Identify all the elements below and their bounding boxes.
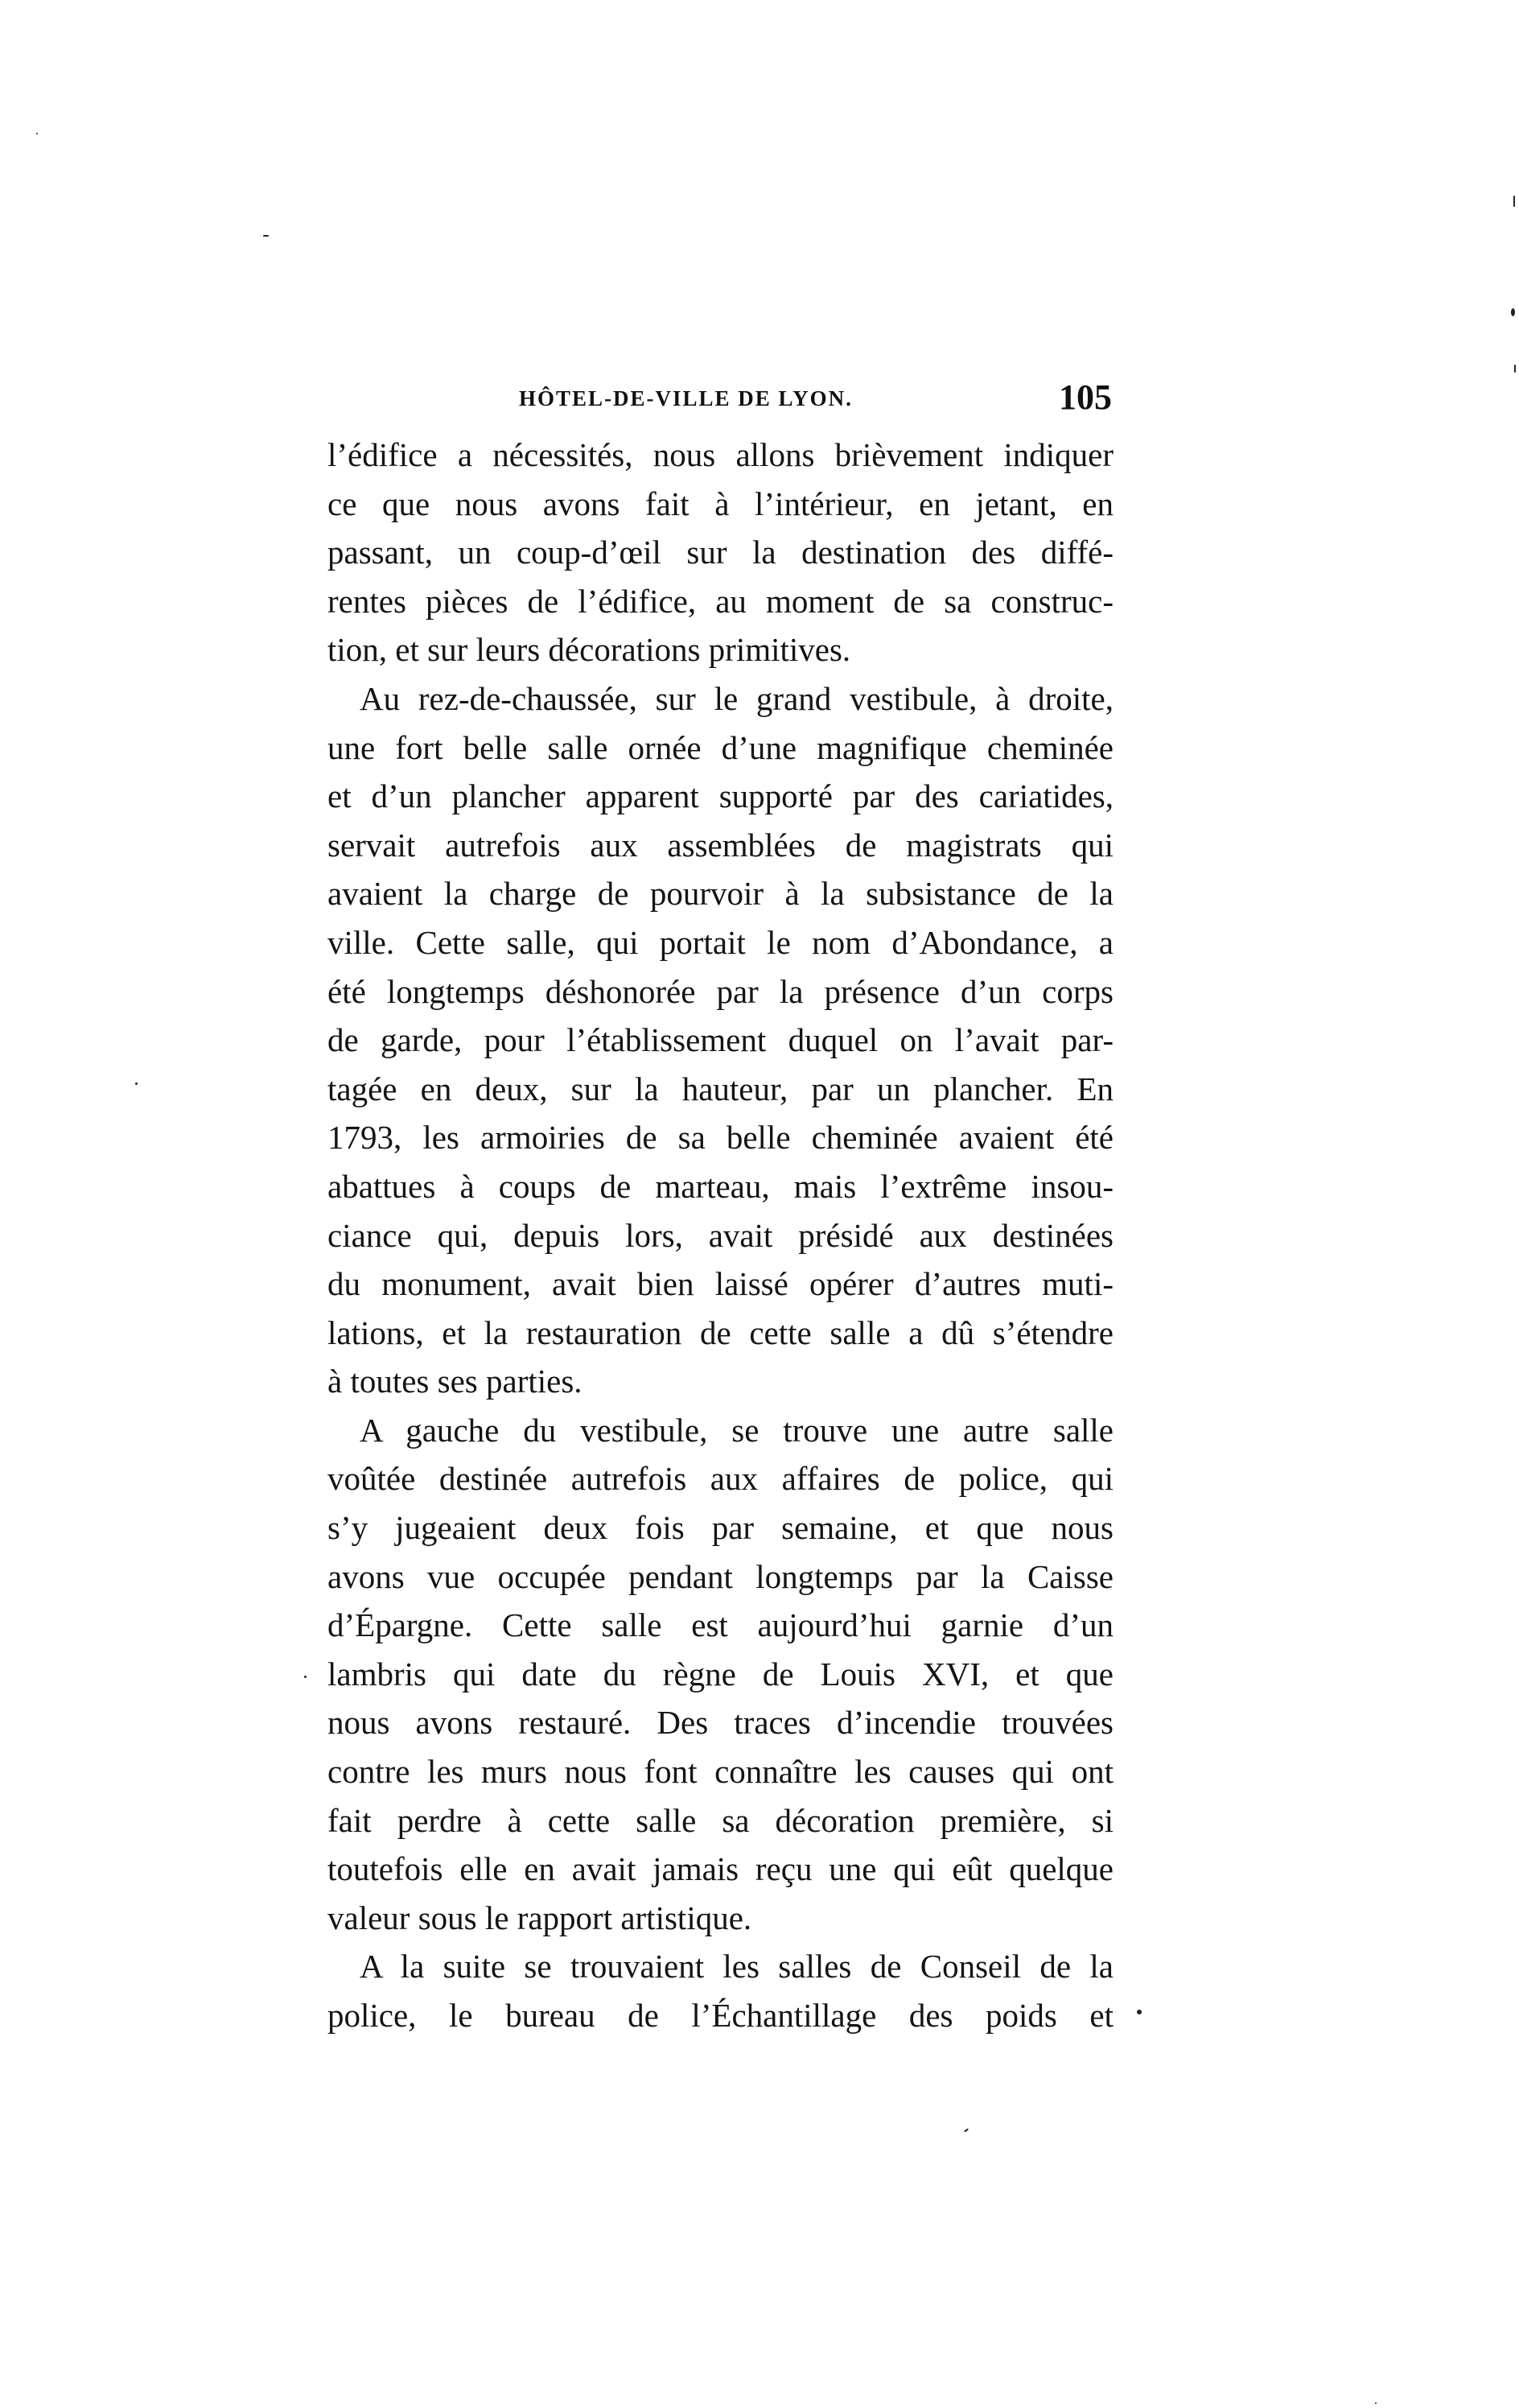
scan-speck [964,2128,969,2132]
text-line: ce que nous avons fait à l’intérieur, en jetant, en [327,484,1114,522]
page-number: 105 [1059,377,1112,417]
text-line: toutefois elle en avait jamais reçu une qui eût quelque [327,1850,1114,1888]
text-line: avaient la charge de pourvoir à la subsistance de la [327,875,1114,913]
text-line: contre les murs nous font connaître les causes qui ont [327,1753,1114,1791]
text-line: tagée en deux, sur la hauteur, par un plancher. En [327,1070,1114,1107]
running-head [327,377,1112,425]
scan-speck [1511,308,1515,316]
text-line: rentes pièces de l’édifice, au moment de sa construc- [327,582,1114,620]
text-line: A la suite se trouvaient les salles de Conseil de la [360,1948,1114,1985]
text-line: avons vue occupée pendant longtemps par la Caisse [327,1557,1114,1595]
scan-speck [1514,365,1516,373]
text-line: tion, et sur leurs décorations primitives. [327,631,851,669]
text-line: et d’un plancher apparent supporté par des cariatides, [327,777,1114,815]
text-line: voûtée destinée autrefois aux affaires de police, qui [327,1460,1114,1498]
text-line: du monument, avait bien laissé opérer d’autres muti- [327,1265,1114,1303]
paragraph [327,1406,1114,1943]
text-line: Au rez-de-chaussée, sur le grand vestibule, à droite, [360,679,1114,717]
text-line: valeur sous le rapport artistique. [327,1899,752,1936]
paragraph [327,1942,1114,2039]
running-title: HÔTEL-DE-VILLE DE LYON. [519,386,853,410]
text-line: à toutes ses parties. [327,1363,582,1400]
text-line: police, le bureau de l’Échantillage des poids et [327,1997,1114,2034]
text-line: fait perdre à cette salle sa décoration première, si [327,1801,1114,1839]
text-line: passant, un coup-d’œil sur la destination des diffé- [327,534,1114,571]
scan-speck [36,133,38,134]
scan-speck [1513,196,1515,207]
text-line: s’y jugeaient deux fois par semaine, et que nous [327,1509,1114,1547]
text-line: d’Épargne. Cette salle est aujourd’hui garnie d’un [327,1606,1114,1644]
text-line: nous avons restauré. Des traces d’incendie trouvées [327,1704,1114,1742]
text-line: abattues à coups de marteau, mais l’extrême insou- [327,1167,1114,1205]
scan-speck [1137,2010,1142,2014]
text-line: A gauche du vestibule, se trouve une autre salle [360,1411,1114,1449]
scan-speck [304,1676,307,1678]
text-line: été longtemps déshonorée par la présence d’un corps [327,972,1114,1010]
paragraph [327,674,1114,1406]
text-line: 1793, les armoiries de sa belle cheminée avaient été [327,1119,1114,1157]
text-line: l’édifice a nécessités, nous allons brièvement indiquer [327,436,1114,473]
paragraph [327,431,1114,674]
text-line: lambris qui date du règne de Louis XVI, et que [327,1655,1114,1693]
text-line: ciance qui, depuis lors, avait présidé aux destinées [327,1216,1114,1254]
body-text [327,431,1114,2040]
scan-speck [1375,2402,1377,2404]
scan-speck [263,235,269,237]
text-line: servait autrefois aux assemblées de magistrats qui [327,826,1114,864]
text-line: ville. Cette salle, qui portait le nom d’Abondance, a [327,923,1114,961]
text-line: une fort belle salle ornée d’une magnifique cheminée [327,728,1114,766]
text-line: de garde, pour l’établissement duquel on l’avait par- [327,1021,1114,1059]
text-line: lations, et la restauration de cette salle a dû s’étendre [327,1313,1114,1351]
scan-speck [135,1082,138,1085]
